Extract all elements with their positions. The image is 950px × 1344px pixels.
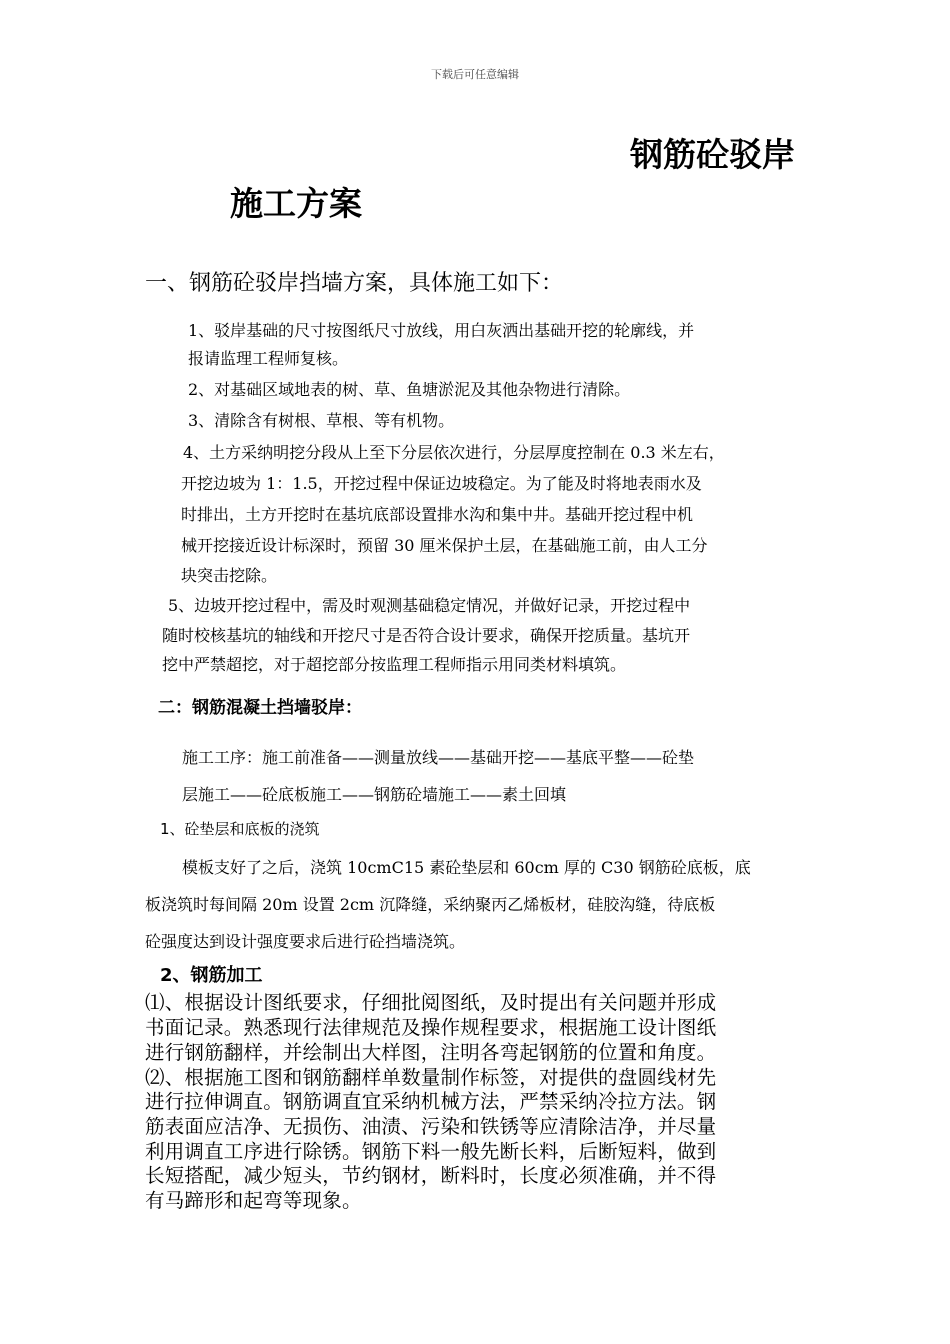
subsection2-heading: 2、钢筋加工 (160, 965, 263, 986)
section1-line: 时排出，土方开挖时在基坑底部设置排水沟和集中井。基础开挖过程中机 (181, 505, 694, 524)
section1-line: 块突击挖除。 (181, 566, 278, 585)
section1-line: 1、驳岸基础的尺寸按图纸尺寸放线，用白灰洒出基础开挖的轮廓线，并 (188, 321, 695, 340)
subsection1-line: 板浇筑时每间隔 20m 设置 2cm 沉降缝，采纳聚丙乙烯板材，硅胶沟缝，待底板 (145, 895, 716, 914)
subsection2-line: 书面记录。熟悉现行法律规范及操作规程要求，根据施工设计图纸 (145, 1016, 717, 1039)
section1-line: 械开挖接近设计标深时，预留 30 厘米保护土层，在基础施工前，由人工分 (181, 536, 708, 555)
subsection2-line: 进行拉伸调直。钢筋调直宜采纳机械方法，严禁采纳冷拉方法。钢 (145, 1090, 717, 1113)
subsection2-line: 有马蹄形和起弯等现象。 (145, 1189, 362, 1212)
subsection1-line: 砼强度达到设计强度要求后进行砼挡墙浇筑。 (145, 932, 466, 951)
document-title-line1: 钢筋砼驳岸 (630, 135, 795, 174)
document-title-line2: 施工方案 (230, 184, 362, 223)
section1-line: 3、清除含有树根、草根、等有机物。 (188, 411, 455, 430)
subsection2-line: ⑴、根据设计图纸要求，仔细批阅图纸，及时提出有关问题并形成 (145, 991, 717, 1014)
section1-line: 挖中严禁超挖，对于超挖部分按监理工程师指示用同类材料填筑。 (162, 655, 627, 674)
section2-heading: 二：钢筋混凝土挡墙驳岸： (158, 698, 362, 718)
section1-line: 5、边坡开挖过程中，需及时观测基础稳定情况，并做好记录，开挖过程中 (168, 596, 691, 615)
section1-line: 4、土方采纳明挖分段从上至下分层依次进行，分层厚度控制在 0.3 米左右， (183, 443, 725, 462)
subsection2-line: ⑵、根据施工图和钢筋翻样单数量制作标签，对提供的盘圆线材先 (145, 1066, 717, 1089)
subsection2-line: 筋表面应洁净、无损伤、油渍、污染和铁锈等应清除洁净，并尽量 (145, 1115, 717, 1138)
subsection1-heading: 1、砼垫层和底板的浇筑 (160, 820, 320, 838)
subsection2-line: 进行钢筋翻样，并绘制出大样图，注明各弯起钢筋的位置和角度。 (145, 1041, 717, 1064)
section1-line: 报请监理工程师复核。 (188, 349, 349, 368)
section1-line: 随时校核基坑的轴线和开挖尺寸是否符合设计要求，确保开挖质量。基坑开 (162, 626, 691, 645)
subsection1-line: 模板支好了之后，浇筑 10cmC15 素砼垫层和 60cm 厚的 C30 钢筋砼底板，底 (182, 858, 751, 877)
section1-line: 2、对基础区域地表的树、草、鱼塘淤泥及其他杂物进行清除。 (188, 380, 631, 399)
header-note: 下载后可任意编辑 (431, 68, 519, 81)
section1-line: 开挖边坡为 1：1.5，开挖过程中保证边坡稳定。为了能及时将地表雨水及 (181, 474, 702, 493)
subsection2-line: 利用调直工序进行除锈。钢筋下料一般先断长料，后断短料，做到 (145, 1140, 717, 1163)
process-line: 施工工序：施工前准备——测量放线——基础开挖——基底平整——砼垫 (182, 748, 695, 767)
process-line: 层施工——砼底板施工——钢筋砼墙施工——素土回填 (182, 785, 567, 804)
section1-heading: 一、钢筋砼驳岸挡墙方案，具体施工如下： (145, 271, 564, 296)
subsection2-line: 长短搭配，减少短头，节约钢材，断料时，长度必须准确，并不得 (145, 1164, 717, 1187)
